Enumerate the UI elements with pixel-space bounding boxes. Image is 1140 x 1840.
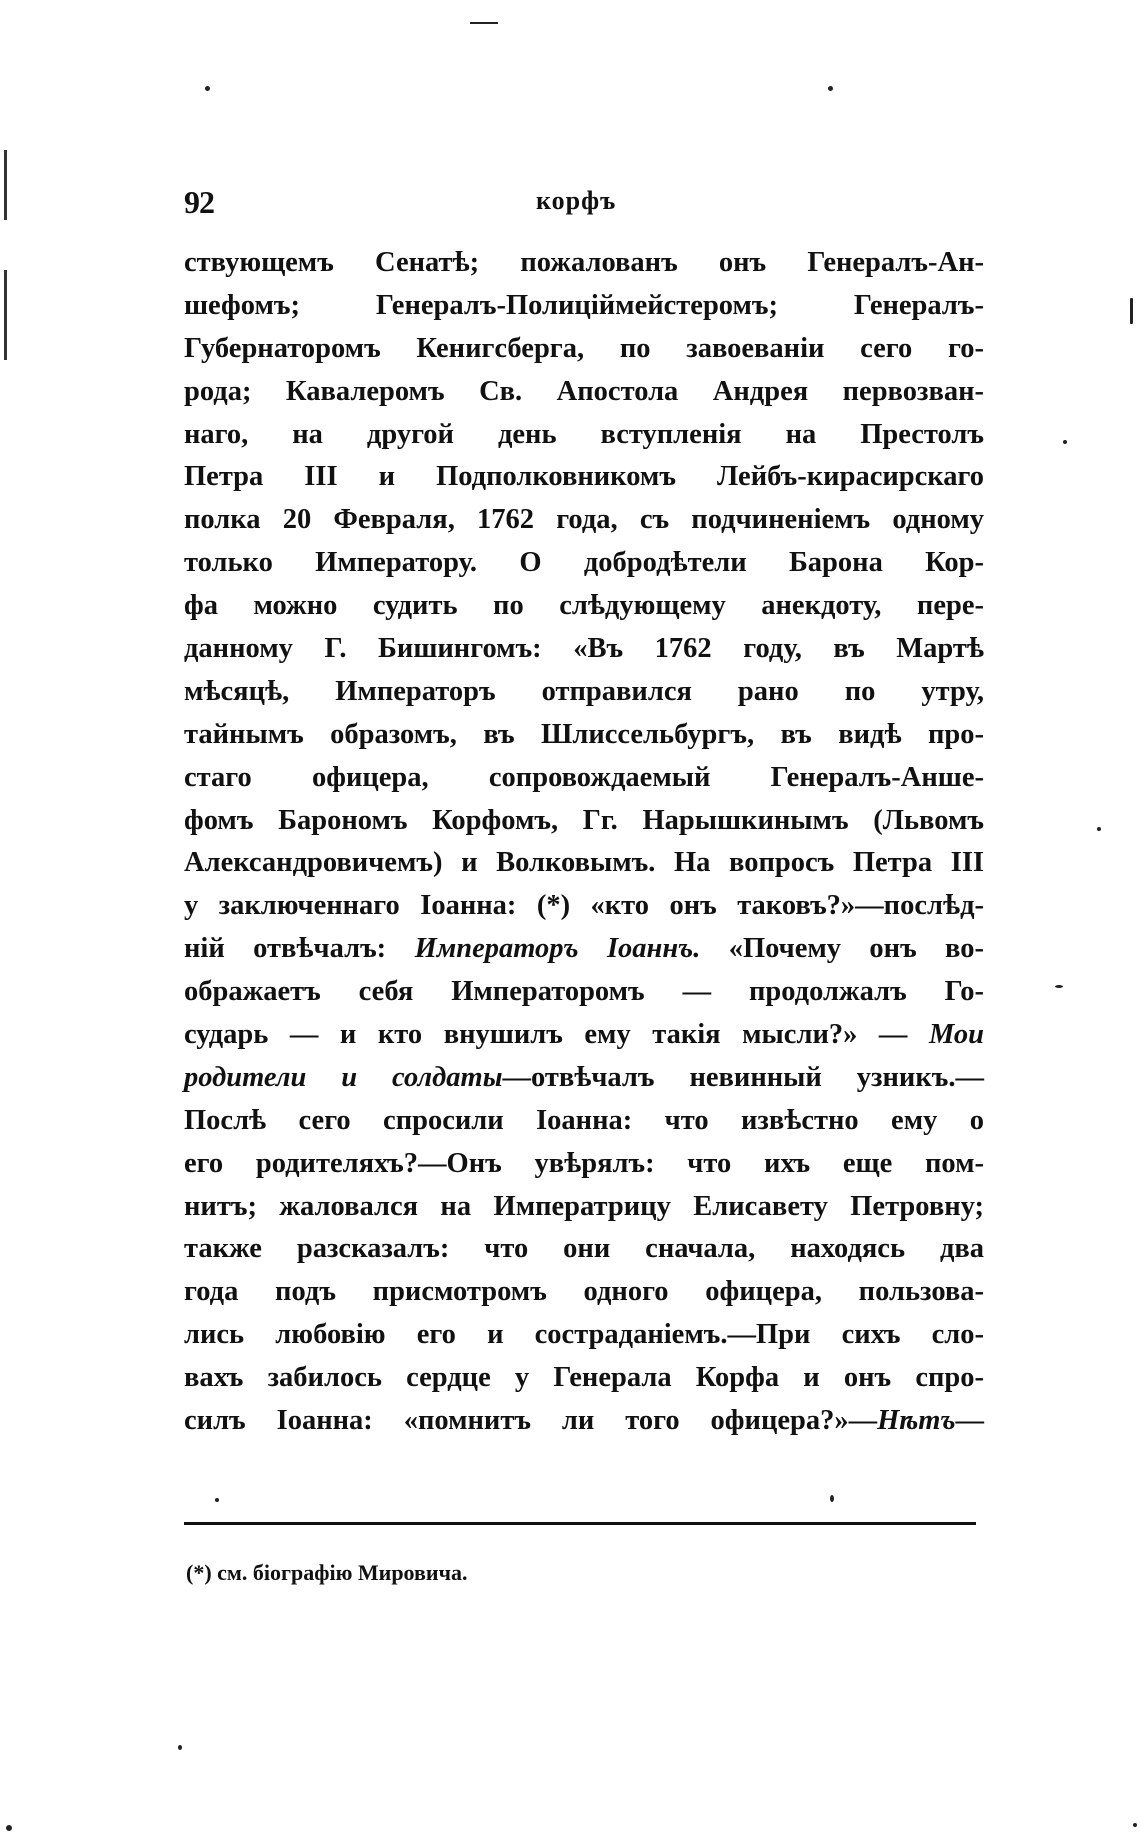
scan-edge-mark bbox=[4, 270, 7, 360]
text-run: шефомъ; Генералъ-Полицiймейстеромъ; Генералъ- bbox=[184, 289, 984, 321]
italic-run: родители и солдаты bbox=[184, 1061, 503, 1093]
text-run: наго, на другой день вступленiя на Престолъ bbox=[184, 418, 984, 450]
text-line bbox=[184, 714, 984, 757]
text-line bbox=[184, 757, 984, 800]
scan-speck bbox=[470, 22, 498, 24]
scan-speck bbox=[215, 1498, 219, 1502]
text-run: Послѣ сего спросили Iоанна: что извѣстно ему о bbox=[184, 1104, 984, 1136]
page-number: 92 bbox=[184, 184, 214, 220]
italic-run: Мои bbox=[928, 1019, 984, 1051]
text-run: нiй отвѣчалъ: bbox=[184, 933, 415, 965]
text-line bbox=[184, 1357, 984, 1400]
text-line bbox=[184, 371, 984, 414]
text-line bbox=[184, 800, 984, 843]
scan-speck bbox=[178, 1745, 182, 1750]
text-run: рода; Кавалеромъ Св. Апостола Андрея первозван- bbox=[184, 375, 984, 407]
text-run: нитъ; жаловался на Императрицу Елисавету Петровну; bbox=[184, 1190, 984, 1222]
text-line bbox=[184, 842, 984, 885]
text-run: —отвѣчалъ невинный узникъ.— bbox=[502, 1061, 984, 1093]
text-line bbox=[184, 928, 984, 971]
footnote-rule bbox=[184, 1522, 976, 1525]
text-run: только Императору. О добродѣтели Барона Кор- bbox=[184, 547, 984, 579]
scan-speck bbox=[830, 1495, 834, 1502]
text-line bbox=[184, 671, 984, 714]
text-line bbox=[184, 1271, 984, 1314]
text-run: Петра III и Подполковникомъ Лейбъ-кирасирскаго bbox=[184, 461, 984, 493]
italic-run: Императоръ Iоаннъ. bbox=[414, 933, 701, 965]
text-run: также разсказалъ: что они сначала, находясь два bbox=[184, 1233, 984, 1265]
text-run: — bbox=[955, 1405, 984, 1437]
text-run: его родителяхъ?—Онъ увѣрялъ: что ихъ еще пом- bbox=[184, 1147, 984, 1179]
text-line bbox=[184, 328, 984, 371]
text-run: стаго офицера, сопровождаемый Генералъ-Анше- bbox=[184, 761, 984, 793]
text-run: у заключеннаго Iоанна: (*) «кто онъ таковъ?»—послѣд- bbox=[184, 890, 984, 922]
page-header bbox=[184, 184, 984, 224]
footnote: (*) см. бiографiю Мировича. bbox=[186, 1560, 468, 1585]
text-line bbox=[184, 456, 984, 499]
text-line bbox=[184, 1143, 984, 1186]
text-line bbox=[184, 285, 984, 328]
scan-edge-mark bbox=[4, 150, 7, 220]
text-run: года подъ присмотромъ одного офицера, пользова- bbox=[184, 1276, 984, 1308]
text-line bbox=[184, 1228, 984, 1271]
scan-speck bbox=[1133, 1823, 1137, 1827]
text-run: вахъ забилось сердце у Генерала Корфа и онъ спро- bbox=[184, 1362, 984, 1394]
scan-speck bbox=[6, 1825, 12, 1831]
text-run: фомъ Барономъ Корфомъ, Гг. Нарышкинымъ (Львомъ bbox=[184, 804, 984, 836]
text-run: «Почему онъ во- bbox=[700, 933, 984, 965]
scan-speck bbox=[828, 86, 833, 91]
text-line bbox=[184, 1186, 984, 1229]
scan-speck bbox=[1063, 440, 1067, 444]
text-run: лись любовiю его и состраданiемъ.—При сихъ сло- bbox=[184, 1319, 984, 1351]
body-text bbox=[184, 242, 984, 1443]
text-line bbox=[184, 542, 984, 585]
text-run: сударь — и кто внушилъ ему такiя мысли?» — bbox=[184, 1019, 929, 1051]
text-line bbox=[184, 885, 984, 928]
text-run: фа можно судить по слѣдующему анекдоту, пере- bbox=[184, 590, 984, 622]
text-run: ображаетъ себя Императоромъ — продолжалъ Го- bbox=[184, 976, 984, 1008]
text-run: тайнымъ образомъ, въ Шлиссельбургъ, въ видѣ про- bbox=[184, 718, 984, 750]
text-line bbox=[184, 628, 984, 671]
running-head: корфъ bbox=[536, 186, 617, 215]
text-line bbox=[184, 971, 984, 1014]
scan-speck bbox=[205, 86, 210, 91]
text-line bbox=[184, 585, 984, 628]
text-line bbox=[184, 1314, 984, 1357]
text-line bbox=[184, 1400, 984, 1443]
italic-run: Нѣтъ bbox=[877, 1405, 956, 1437]
text-line bbox=[184, 1100, 984, 1143]
text-line bbox=[184, 1057, 984, 1100]
text-run: силъ Iоанна: «помнитъ ли того офицера?»— bbox=[184, 1405, 878, 1437]
scan-speck bbox=[1055, 985, 1063, 988]
text-run: Губернаторомъ Кенигсберга, по завоеванiи сего го- bbox=[184, 332, 984, 364]
scan-speck bbox=[1097, 827, 1101, 831]
text-run: данному Г. Бишингомъ: «Въ 1762 году, въ Мартѣ bbox=[184, 633, 984, 665]
scan-speck bbox=[1130, 298, 1133, 324]
text-run: ствующемъ Сенатѣ; пожалованъ онъ Генералъ-Ан- bbox=[184, 247, 984, 278]
text-line bbox=[184, 499, 984, 542]
text-run: полка 20 Февраля, 1762 года, съ подчиненiемъ одному bbox=[184, 504, 984, 536]
text-line bbox=[184, 242, 984, 285]
text-line bbox=[184, 414, 984, 457]
text-run: мѣсяцѣ, Императоръ отправился рано по утру, bbox=[184, 675, 984, 707]
text-run: Александровичемъ) и Волковымъ. На вопросъ Петра III bbox=[184, 847, 984, 879]
text-line bbox=[184, 1014, 984, 1057]
